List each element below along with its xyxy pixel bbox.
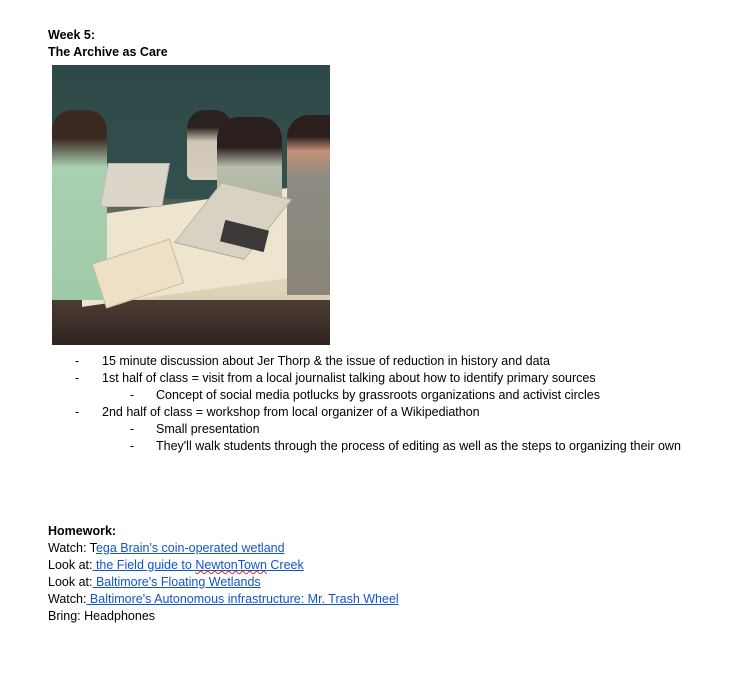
homework-item [48,574,399,591]
bullet-dash: - [130,439,135,453]
homework-bring: Bring: Headphones [48,609,156,623]
bullet-dash: - [130,388,135,402]
list-item-text: 15 minute discussion about Jer Thorp & the issue of reduction in history and data [102,354,550,368]
photo-floor [52,300,330,345]
homework-prefix: Look at: [48,575,93,589]
list-item [0,387,739,404]
list-item-text: Concept of social media potlucks by grassroots organizations and activist circles [156,388,600,402]
list-item-text: Small presentation [156,422,260,436]
misspelled-word: NewtonTown [195,558,267,572]
homework-item [48,557,399,574]
homework-prefix: Watch: [48,592,87,606]
link-coin-operated-wetland[interactable]: ega Brain's coin-operated wetland [95,541,285,555]
link-text: Creek [266,558,304,572]
bullet-dash: - [75,405,80,419]
link-floating-wetlands[interactable]: Baltimore's Floating Wetlands [92,575,261,589]
list-item-text: 2nd half of class = workshop from local organizer of a Wikipediathon [102,405,480,419]
bullet-dash: - [75,354,80,368]
list-item-text: 1st half of class = visit from a local journalist talking about how to identify primary sources [102,371,596,385]
link-mr-trash-wheel[interactable]: Baltimore's Autonomous infrastructure: Mr. Trash Wheel [86,592,399,606]
homework-section [48,523,399,625]
list-item [0,421,739,438]
list-item [0,438,739,455]
photo-laptop [100,163,170,207]
homework-heading: Homework: [48,524,117,538]
bullet-dash: - [75,371,80,385]
list-item [0,404,739,421]
class-photo[interactable] [52,65,330,345]
link-text: the Field guide to [92,558,196,572]
homework-item [48,608,399,625]
week-label: Week 5: [48,28,96,42]
photo-person [287,115,330,295]
agenda-list [0,353,739,455]
link-field-guide-newtown-creek[interactable] [92,558,303,572]
list-item [0,370,739,387]
homework-item [48,591,399,608]
homework-prefix: Look at: [48,558,93,572]
list-item-text: They'll walk students through the process of editing as well as the steps to organizing their own [156,439,681,453]
list-item [0,353,739,370]
homework-prefix: Watch: T [48,541,96,555]
homework-item [48,540,399,557]
bullet-dash: - [130,422,135,436]
page-title: The Archive as Care [48,45,168,59]
